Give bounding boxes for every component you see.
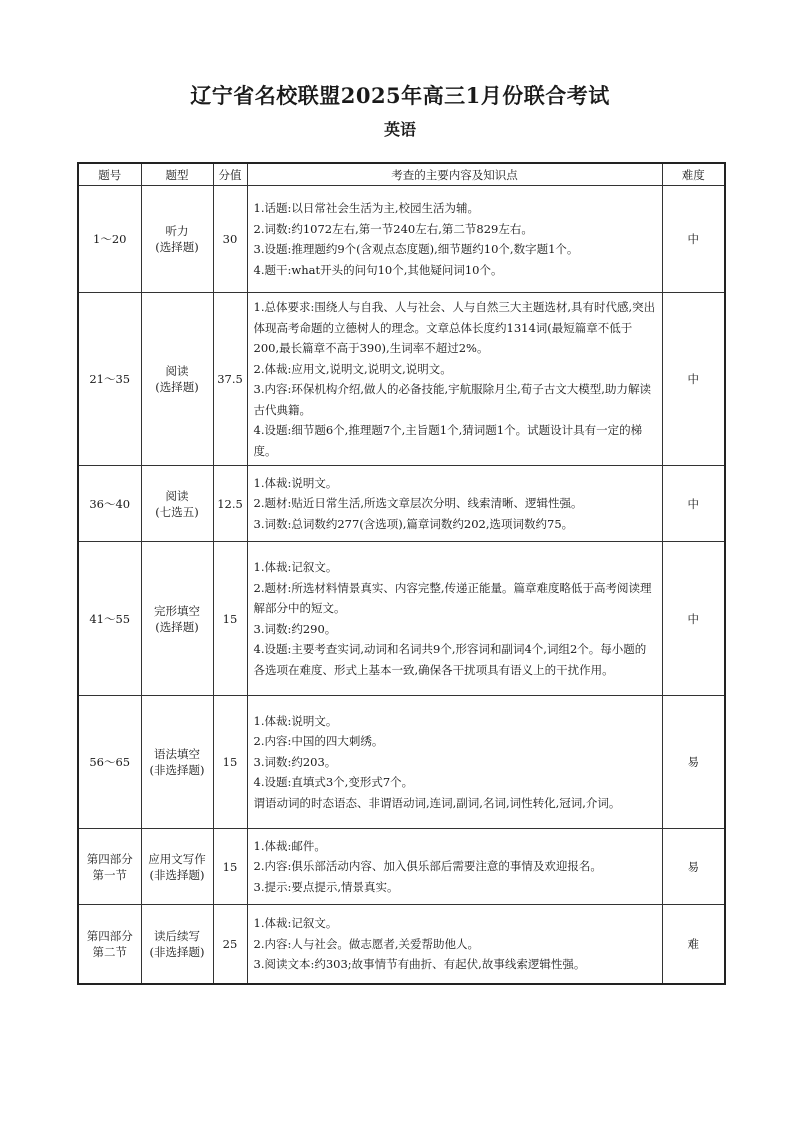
question-type: [141, 466, 213, 542]
difficulty: 中: [662, 466, 725, 542]
difficulty: 中: [662, 542, 725, 696]
question-number-part: 第四部分: [86, 928, 133, 943]
content-line: 3.设题:推理题约9个(含观点态度题),细节题约10个,数字题1个。: [253, 242, 579, 256]
question-score: 15: [213, 542, 247, 696]
content-line: 2.内容:人与社会。做志愿者,关爱帮助他人。: [253, 936, 479, 951]
column-header-score: 分值: [213, 163, 247, 186]
question-type-name: 完形填空: [154, 603, 200, 618]
column-header-number: 题号: [78, 163, 141, 186]
question-type-sub: (选择题): [155, 619, 199, 634]
content-line: 谓语动词的时态语态、非谓语动词,连词,副词,名词,词性转化,冠词,介词。: [253, 795, 621, 810]
content-line: 3.词数:约203。: [253, 754, 337, 769]
content-cell: [247, 293, 662, 466]
content-cell: [247, 186, 662, 293]
question-score: 30: [213, 186, 247, 293]
question-number: [78, 829, 141, 905]
subject-label: 英语: [383, 120, 416, 139]
question-score: 37.5: [213, 293, 247, 466]
table-row: [78, 696, 725, 829]
content-line: 1.话题:以日常社会生活为主,校园生活为辅。: [253, 201, 479, 215]
content-cell: [247, 466, 662, 542]
question-number: 1～20: [78, 186, 141, 293]
question-type: [141, 696, 213, 829]
content-line: 2.内容:俱乐部活动内容、加入俱乐部后需要注意的事情及欢迎报名。: [253, 859, 602, 874]
question-type-name: 读后续写: [154, 928, 200, 943]
table-row: [78, 293, 725, 466]
content-line: 1.体裁:说明文。: [253, 475, 338, 490]
question-type-sub: (选择题): [155, 380, 199, 394]
table-row: [78, 542, 725, 696]
difficulty: 中: [662, 293, 725, 466]
question-type: [141, 829, 213, 905]
question-type-sub: (非选择题): [149, 763, 205, 777]
content-cell: [247, 905, 662, 984]
table-row: [78, 829, 725, 905]
question-type-sub: (非选择题): [149, 944, 205, 959]
content-cell: [247, 829, 662, 905]
question-type-name: 阅读: [165, 364, 189, 378]
difficulty: 易: [662, 696, 725, 829]
question-type: [141, 542, 213, 696]
question-type: [141, 186, 213, 293]
content-line: 1.体裁:记叙文。: [253, 916, 338, 930]
question-score: 25: [213, 905, 247, 984]
question-score: 15: [213, 829, 247, 905]
question-type-sub: (七选五): [155, 504, 199, 519]
exam-analysis-table: [77, 162, 726, 985]
question-number-section: 第一节: [92, 867, 127, 882]
question-number: [78, 905, 141, 984]
question-score: 12.5: [213, 466, 247, 542]
question-type-name: 听力: [165, 224, 189, 238]
question-type-name: 阅读: [165, 488, 189, 503]
column-header-content: 考查的主要内容及知识点: [247, 163, 662, 186]
content-line: 4.题干:what开头的问句10个,其他疑问词10个。: [253, 262, 503, 277]
content-cell: [247, 696, 662, 829]
question-type-sub: (非选择题): [149, 867, 205, 882]
content-line: 3.阅读文本:约303;故事情节有曲折、有起伏,故事线索逻辑性强。: [253, 957, 586, 971]
column-header-difficulty: 难度: [662, 163, 725, 186]
content-line: 3.词数:总词数约277(含选项),篇章词数约202,选项词数约75。: [253, 516, 574, 531]
column-header-type: 题型: [141, 163, 213, 186]
content-line: 1.体裁:记叙文。: [253, 560, 338, 574]
content-line: 3.提示:要点提示,情景真实。: [253, 879, 399, 894]
content-line: 3.词数:约290。: [253, 621, 337, 636]
content-line: 2.词数:约1072左右,第一节240左右,第二节829左右。: [253, 221, 533, 236]
content-line: 2.题材:贴近日常生活,所选文章层次分明、线索清晰、逻辑性强。: [253, 496, 583, 511]
question-score: 15: [213, 696, 247, 829]
content-line: 4.设题:细节题6个,推理题7个,主旨题1个,猜词题1个。试题设计具有一定的梯度。: [253, 423, 643, 458]
question-number-section: 第二节: [92, 944, 127, 959]
content-line: 1.体裁:说明文。: [253, 713, 338, 728]
content-line: 3.内容:环保机构介绍,做人的必备技能,宇航服除月尘,荀子古文大模型,助力解读古代典籍。: [253, 382, 651, 417]
question-type: [141, 293, 213, 466]
question-number: 56～65: [78, 696, 141, 829]
question-type-name: 应用文写作: [148, 851, 206, 866]
table-header-row: [78, 163, 725, 186]
question-type-sub: (选择题): [155, 240, 199, 254]
content-line: 2.体裁:应用文,说明文,说明文,说明文。: [253, 361, 452, 376]
question-number-part: 第四部分: [86, 851, 133, 866]
table-row: [78, 186, 725, 293]
difficulty: 易: [662, 829, 725, 905]
question-number: 21～35: [78, 293, 141, 466]
difficulty: 难: [662, 905, 725, 984]
content-line: 4.设题:直填式3个,变形式7个。: [253, 775, 414, 790]
difficulty: 中: [662, 186, 725, 293]
content-cell: [247, 542, 662, 696]
content-line: 1.总体要求:围绕人与自我、人与社会、人与自然三大主题选材,具有时代感,突出体现高考命题的立德树人的理念。文章总体长度约1314词(最短篇章不低于200,最长篇章不高于390),生词率不超过2%。: [253, 300, 656, 355]
content-line: 2.内容:中国的四大刺绣。: [253, 734, 384, 749]
question-type: [141, 905, 213, 984]
content-line: 4.设题:主要考查实词,动词和名词共9个,形容词和副词4个,词组2个。每小题的各选项在难度、形式上基本一致,确保各干扰项具有语义上的干扰作用。: [253, 642, 647, 677]
table-row: [78, 466, 725, 542]
question-number: 41～55: [78, 542, 141, 696]
content-line: 1.体裁:邮件。: [253, 838, 326, 853]
table-row: [78, 905, 725, 984]
question-number: 36～40: [78, 466, 141, 542]
document-title: 辽宁省名校联盟2025年高三1月份联合考试: [190, 83, 610, 108]
content-line: 2.题材:所选材料情景真实、内容完整,传递正能量。篇章难度略低于高考阅读理解部分中的短文。: [253, 580, 652, 615]
question-type-name: 语法填空: [154, 747, 200, 761]
